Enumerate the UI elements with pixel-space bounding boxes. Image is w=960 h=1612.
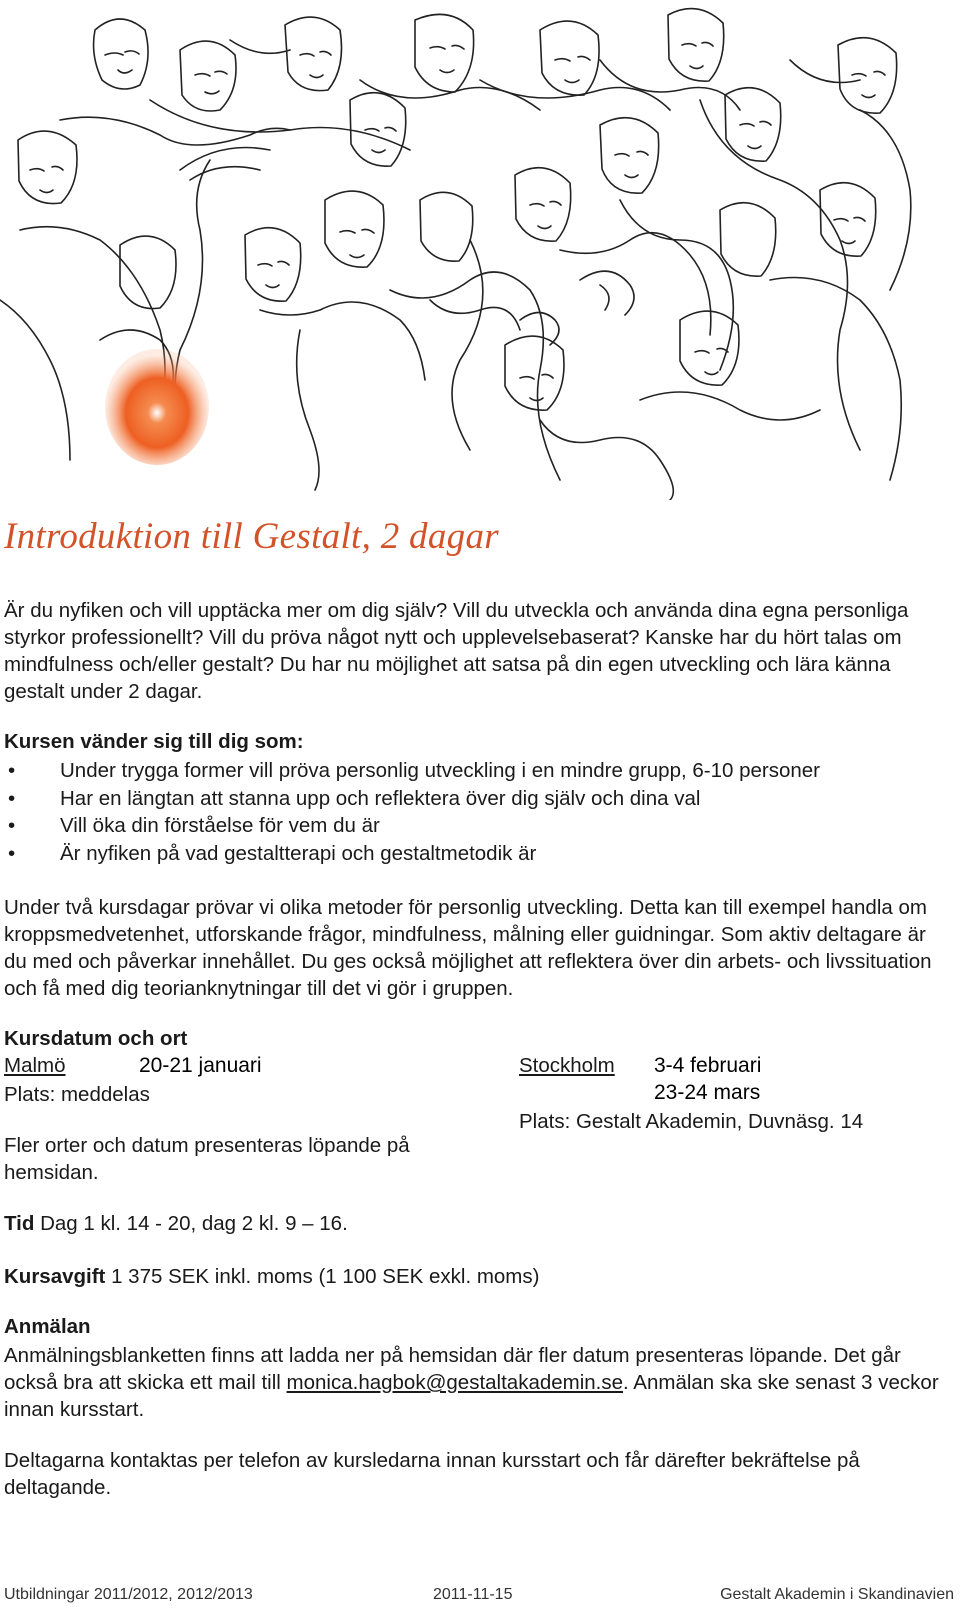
email-link[interactable]: monica.hagbok@gestaltakademin.se: [286, 1371, 624, 1394]
contact-paragraph: Deltagarna kontaktas per telefon av kursledarna innan kursstart och får därefter bekräftelse på deltagande.: [4, 1449, 860, 1499]
place-stockholm: Plats: Gestalt Akademin, Duvnäsg. 14: [519, 1110, 864, 1133]
signup-heading: Anmälan: [4, 1315, 91, 1338]
intro-paragraph: Är du nyfiken och vill upptäcka mer om dig själv? Vill du utveckla och använda dina egna personliga styrkor professionellt? Vill du pröva något nytt och upplevelsebaserat? Kanske har du hört talas om mindfulness och/eller gestalt? Du har nu möjlighet att satsa på din egen utveckling och lära känna gestalt under 2 dagar.: [4, 599, 909, 703]
list-item: • Är nyfiken på vad gestaltterapi och gestaltmetodik är: [8, 841, 537, 865]
bullet-icon: •: [8, 814, 16, 837]
group-line-drawing: [0, 0, 960, 500]
stockholm-block: [519, 1054, 939, 1135]
fee-label: Kursavgift: [4, 1265, 106, 1288]
watercolor-blot: [105, 349, 209, 465]
place-malmo: Plats: meddelas: [4, 1083, 150, 1106]
time-line: [4, 1210, 348, 1237]
page-footer: [0, 1586, 960, 1610]
methods-paragraph: Under två kursdagar prövar vi olika metoder för personlig utveckling. Detta kan till exempel handla om kroppsmedvetenhet, utforskande frågor, mindfulness, målning eller guidningar. Som aktiv deltagare är du med och påverkar innehållet. Du ges också möjlighet att reflektera över din arbets- och livssituation och få med dig teorianknytningar till det vi gör i gruppen.: [4, 896, 932, 1000]
signup-paragraph: Anmälningsblanketten finns att ladda ner på hemsidan där fler datum presenteras löpande. Det går också bra att skicka ett mail till monica.hagbok@gestaltakademin.se. Anmälan ska ske senast 3 veckor innan kursstart.: [4, 1344, 939, 1421]
date-stockholm-1: 3-4 februari: [654, 1054, 762, 1077]
date-stockholm-2: 23-24 mars: [654, 1081, 761, 1104]
dates-heading: Kursdatum och ort: [4, 1027, 188, 1050]
time-value: Dag 1 kl. 14 - 20, dag 2 kl. 9 – 16.: [34, 1212, 348, 1235]
more-places-note: Fler orter och datum presenteras löpande på hemsidan.: [4, 1134, 410, 1184]
city-malmo: Malmö: [4, 1054, 66, 1077]
footer-organization: Gestalt Akademin i Skandinavien: [720, 1586, 954, 1603]
list-item: • Har en längtan att stanna upp och reflektera över dig själv och dina val: [8, 786, 701, 810]
document-title: Introduktion till Gestalt, 2 dagar: [4, 516, 499, 557]
fee-value: 1 375 SEK inkl. moms (1 100 SEK exkl. moms): [105, 1265, 540, 1288]
bullet-icon: •: [8, 841, 16, 865]
bullet-icon: •: [8, 786, 16, 810]
fee-line: [4, 1263, 539, 1290]
date-malmo: 20-21 januari: [139, 1054, 262, 1077]
list-item: • Vill öka din förståelse för vem du är: [8, 814, 380, 837]
footer-programme: Utbildningar 2011/2012, 2012/2013: [4, 1586, 253, 1603]
audience-heading: Kursen vänder sig till dig som:: [4, 730, 304, 753]
time-label: Tid: [4, 1212, 35, 1235]
footer-date: 2011-11-15: [433, 1586, 513, 1603]
malmo-block: [4, 1054, 464, 1108]
bullet-icon: •: [8, 759, 16, 782]
city-stockholm: Stockholm: [519, 1054, 615, 1077]
audience-list: [4, 757, 820, 867]
list-item: • Under trygga former vill pröva personlig utveckling i en mindre grupp, 6-10 personer: [8, 759, 821, 782]
